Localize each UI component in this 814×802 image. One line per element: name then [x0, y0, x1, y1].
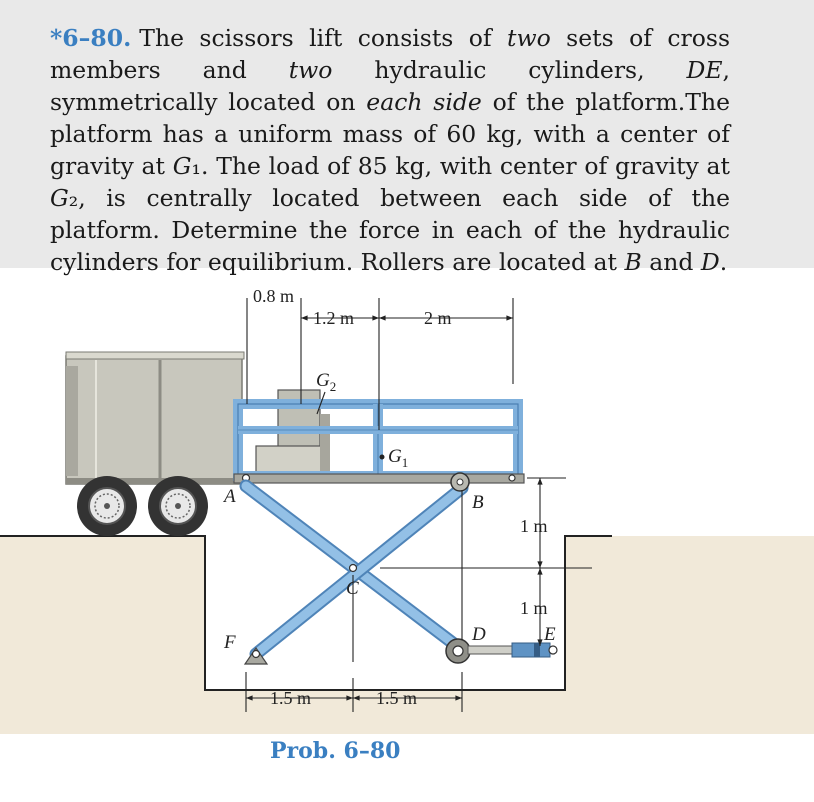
problem-text-segment: , symmetrically located on	[50, 56, 730, 116]
label-g1: $G_1$	[388, 446, 409, 470]
problem-text-segment: . The load of 85 kg, with center of gravity at	[200, 152, 730, 180]
dim-1-5m-right: 1.5 m	[376, 688, 418, 708]
truck-wheel-right	[148, 476, 208, 536]
hydraulic-cylinder	[468, 643, 557, 657]
truck-wheel-left	[77, 476, 137, 536]
roller-d	[446, 639, 470, 663]
label-e: E	[544, 624, 556, 645]
problem-text-segment: DE	[686, 56, 723, 84]
problem-text-segment: G	[50, 184, 69, 212]
problem-text-segment: sets of cross members and	[50, 24, 731, 84]
dim-0-8m: 0.8 m	[253, 286, 295, 306]
label-c: C	[346, 578, 359, 599]
dim-1-2m: 1.2 m	[313, 308, 355, 328]
problem-text-segment: two	[288, 56, 333, 84]
label-d: D	[472, 624, 486, 645]
label-f: F	[224, 632, 236, 653]
problem-text-segment: two	[507, 24, 551, 52]
label-b: B	[472, 492, 484, 513]
problem-text-segment: .	[719, 248, 728, 276]
dim-2m: 2 m	[424, 308, 452, 328]
problem-text-segment: ₁	[191, 152, 201, 180]
dim-1m-upper: 1 m	[520, 516, 548, 536]
problem-text-segment: of the platform.The platform has a uniform mass of 60 kg, with a center of gravity at	[50, 88, 730, 180]
dim-1m-lower: 1 m	[520, 598, 548, 618]
problem-text-segment: hydraulic cylinders,	[332, 56, 687, 84]
truck	[66, 352, 244, 536]
label-g2: $G_2$	[316, 370, 337, 394]
label-a: A	[224, 486, 236, 507]
pin-c	[350, 565, 357, 572]
problem-text-segment: and	[641, 248, 701, 276]
platform-deck	[234, 474, 524, 483]
pin-end	[509, 475, 515, 481]
problem-text-segment: B	[624, 248, 642, 276]
dimension-labels	[253, 286, 548, 708]
problem-text-segment: D	[700, 248, 720, 276]
problem-text-segment: The scissors lift consists of	[139, 24, 508, 52]
g1-marker	[380, 455, 385, 460]
dim-1-5m-left: 1.5 m	[270, 688, 312, 708]
figure-caption: Prob. 6–80	[270, 738, 401, 764]
problem-text-segment: each side	[366, 88, 482, 116]
problem-number: *6–80.	[50, 24, 132, 52]
roller-b	[451, 473, 469, 491]
problem-text-segment: ₂	[68, 184, 79, 212]
problem-text-segment: G	[172, 152, 192, 180]
problem-text-segment: , is centrally located between each side of the platform. Determine the force in each of the hydraulic cylinders for equilibrium. Rollers are located at	[50, 184, 730, 276]
